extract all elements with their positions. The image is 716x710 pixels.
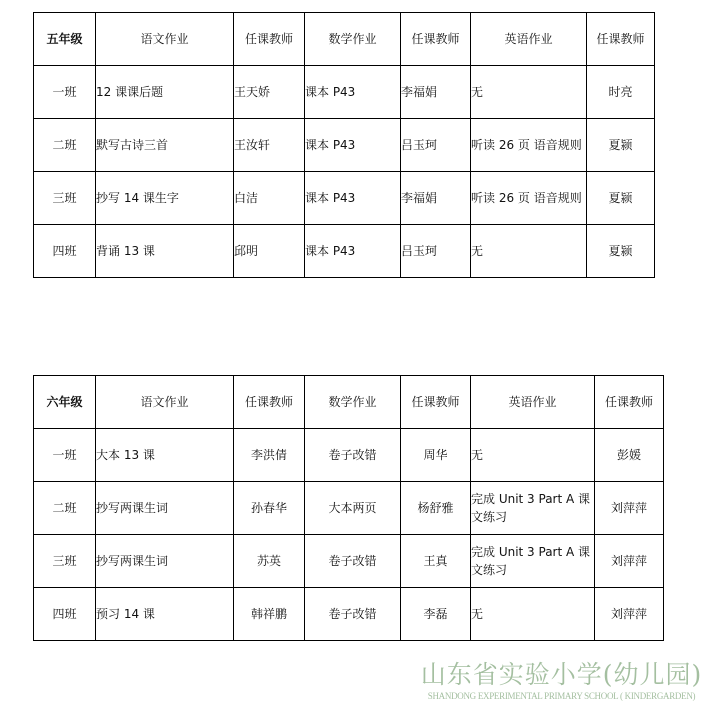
class-name: 三班	[34, 172, 96, 225]
english-homework: 无	[471, 225, 587, 278]
english-homework: 听读 26 页 语音规则	[471, 119, 587, 172]
column-header-english-homework: 英语作业	[471, 13, 587, 66]
chinese-teacher: 苏英	[234, 535, 305, 588]
school-logo-watermark	[414, 660, 709, 708]
column-header-math-homework: 数学作业	[305, 13, 401, 66]
column-header-chinese-teacher: 任课教师	[234, 13, 305, 66]
table-header-row	[34, 376, 664, 429]
math-teacher: 李磊	[401, 588, 471, 641]
english-teacher: 刘萍萍	[595, 482, 664, 535]
chinese-homework: 预习 14 课	[96, 588, 234, 641]
chinese-homework: 默写古诗三首	[96, 119, 234, 172]
english-teacher: 时亮	[587, 66, 655, 119]
math-teacher: 杨舒雅	[401, 482, 471, 535]
math-teacher: 王真	[401, 535, 471, 588]
grade6-homework-table	[33, 375, 664, 641]
chinese-teacher: 邱明	[234, 225, 305, 278]
class-name: 四班	[34, 225, 96, 278]
school-name-chinese: 山东省实验小学(幼儿园)	[420, 660, 703, 689]
chinese-homework: 抄写两课生词	[96, 482, 234, 535]
english-teacher: 彭媛	[595, 429, 664, 482]
column-header-chinese-teacher: 任课教师	[234, 376, 305, 429]
math-teacher: 李福娟	[401, 172, 471, 225]
math-homework: 课本 P43	[305, 172, 401, 225]
math-homework: 卷子改错	[305, 429, 401, 482]
class-name: 四班	[34, 588, 96, 641]
column-header-math-homework: 数学作业	[305, 376, 401, 429]
chinese-teacher: 王天娇	[234, 66, 305, 119]
math-teacher: 李福娟	[401, 66, 471, 119]
class-name: 二班	[34, 119, 96, 172]
chinese-teacher: 李洪倩	[234, 429, 305, 482]
english-homework: 无	[471, 429, 595, 482]
english-homework: 无	[471, 588, 595, 641]
english-teacher: 夏颍	[587, 225, 655, 278]
chinese-homework: 背诵 13 课	[96, 225, 234, 278]
table-row	[34, 588, 664, 641]
table-row	[34, 225, 655, 278]
table-row	[34, 172, 655, 225]
chinese-teacher: 孙春华	[234, 482, 305, 535]
math-homework: 大本两页	[305, 482, 401, 535]
table-row	[34, 119, 655, 172]
class-name: 二班	[34, 482, 96, 535]
class-name: 一班	[34, 429, 96, 482]
english-homework: 完成 Unit 3 Part A 课文练习	[471, 535, 595, 588]
chinese-homework: 大本 13 课	[96, 429, 234, 482]
chinese-teacher: 王汝轩	[234, 119, 305, 172]
class-name: 一班	[34, 66, 96, 119]
chinese-teacher: 白洁	[234, 172, 305, 225]
english-homework: 完成 Unit 3 Part A 课文练习	[471, 482, 595, 535]
english-homework: 无	[471, 66, 587, 119]
english-teacher: 刘萍萍	[595, 588, 664, 641]
math-homework: 课本 P43	[305, 66, 401, 119]
math-homework: 卷子改错	[305, 588, 401, 641]
school-name-english: SHANDONG EXPERIMENTAL PRIMARY SCHOOL ( KINDERGARDEN)	[427, 691, 696, 701]
column-header-english-teacher: 任课教师	[595, 376, 664, 429]
math-homework: 课本 P43	[305, 119, 401, 172]
grade5-homework-table	[33, 12, 655, 278]
math-homework: 课本 P43	[305, 225, 401, 278]
column-header-math-teacher: 任课教师	[401, 376, 471, 429]
chinese-homework: 抄写两课生词	[96, 535, 234, 588]
table-row	[34, 429, 664, 482]
column-header-math-teacher: 任课教师	[401, 13, 471, 66]
table-row	[34, 535, 664, 588]
math-teacher: 吕玉珂	[401, 119, 471, 172]
english-homework: 听读 26 页 语音规则	[471, 172, 587, 225]
english-teacher: 刘萍萍	[595, 535, 664, 588]
math-teacher: 吕玉珂	[401, 225, 471, 278]
english-teacher: 夏颍	[587, 119, 655, 172]
column-header-chinese-homework: 语文作业	[96, 13, 234, 66]
math-teacher: 周华	[401, 429, 471, 482]
table-row	[34, 482, 664, 535]
chinese-homework: 抄写 14 课生字	[96, 172, 234, 225]
math-homework: 卷子改错	[305, 535, 401, 588]
column-header-english-homework: 英语作业	[471, 376, 595, 429]
table-row	[34, 66, 655, 119]
grade-label: 五年级	[34, 13, 96, 66]
chinese-homework: 12 课课后题	[96, 66, 234, 119]
table-header-row	[34, 13, 655, 66]
column-header-chinese-homework: 语文作业	[96, 376, 234, 429]
english-teacher: 夏颍	[587, 172, 655, 225]
grade-label: 六年级	[34, 376, 96, 429]
column-header-english-teacher: 任课教师	[587, 13, 655, 66]
chinese-teacher: 韩祥鹏	[234, 588, 305, 641]
class-name: 三班	[34, 535, 96, 588]
